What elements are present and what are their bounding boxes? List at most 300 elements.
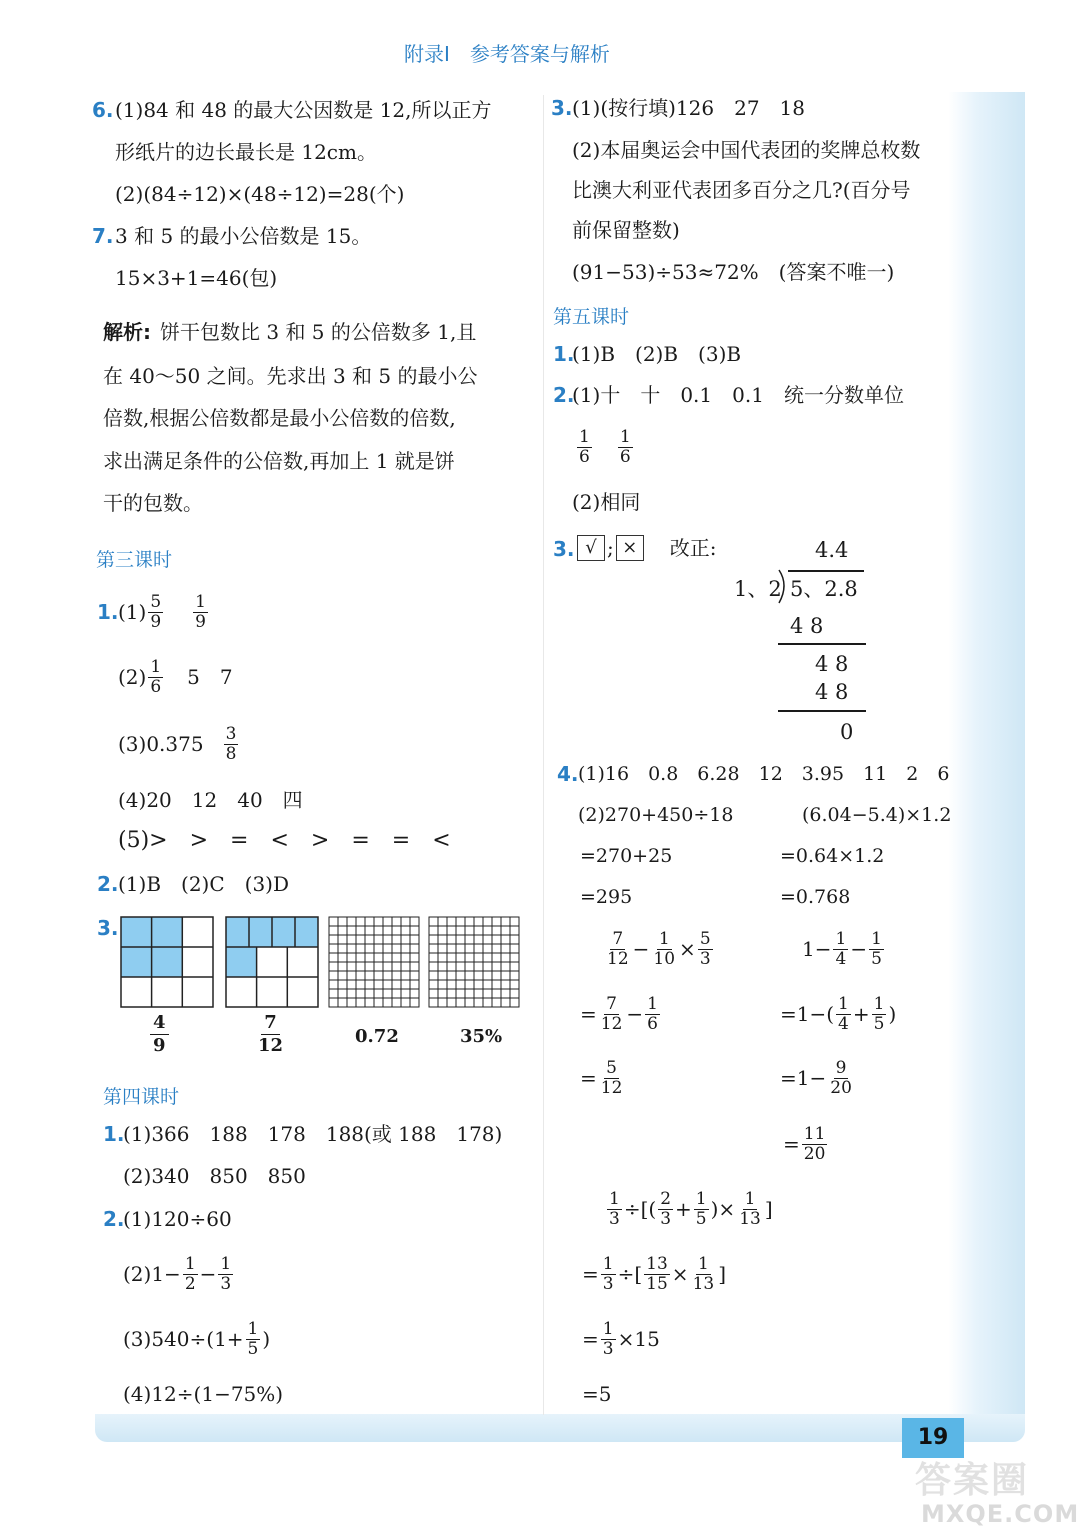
question-number: 3. — [553, 537, 575, 561]
grid-cell — [483, 935, 492, 944]
fraction — [836, 995, 851, 1034]
fraction — [148, 593, 163, 632]
grid-cell — [474, 962, 483, 971]
grid-cell — [356, 935, 365, 944]
analysis-line2: 在 40～50 之间。先求出 3 和 5 的最小公 — [103, 364, 478, 388]
fraction — [658, 1190, 673, 1229]
q7-line1: 3 和 5 的最小公倍数是 15。 — [115, 224, 372, 248]
operator: ÷[( — [623, 1197, 657, 1221]
grid-cell — [501, 989, 510, 998]
l5q4-b2: =0.64×1.2 — [780, 845, 885, 867]
grid-cell — [456, 962, 465, 971]
expr-text: = — [783, 1132, 800, 1156]
rq3-line2: (2)本届奥运会中国代表团的奖牌总枚数 — [572, 138, 921, 162]
division-bar — [788, 570, 864, 572]
question-number: 1. — [97, 600, 119, 624]
grid-cell — [410, 971, 419, 980]
grid-cell — [374, 962, 383, 971]
numerator: 1 — [873, 993, 885, 1014]
operator: ] — [718, 1262, 727, 1286]
grid-cell — [347, 980, 356, 989]
question-number: 6. — [92, 98, 114, 122]
fraction — [833, 930, 848, 969]
grid-cell — [356, 917, 365, 926]
fraction — [618, 428, 633, 467]
division-dividend: 5、2.8 — [790, 577, 858, 601]
grid-cell — [392, 953, 401, 962]
numerator: 1 — [871, 928, 882, 949]
grid-cell — [392, 989, 401, 998]
denominator: 5 — [871, 948, 882, 969]
grid-cell — [429, 917, 438, 926]
l5q4-d-line1 — [802, 925, 886, 973]
denominator: 12 — [258, 1035, 284, 1056]
watermark-text: 答案圈 — [915, 1460, 1030, 1501]
grid-cell — [438, 989, 447, 998]
numerator: 11 — [803, 1123, 826, 1144]
grid-figure-1 — [120, 916, 214, 1008]
denominator: 9 — [150, 611, 162, 632]
grid-cell — [401, 935, 410, 944]
denominator: 12 — [607, 948, 629, 969]
grid-cell — [383, 935, 392, 944]
grid-cell — [456, 926, 465, 935]
denominator: 13 — [739, 1208, 761, 1229]
grid-cell — [383, 980, 392, 989]
grid-label-1 — [150, 1012, 169, 1057]
grid-cell — [438, 998, 447, 1007]
grid-cell — [438, 962, 447, 971]
analysis-line4: 求出满足条件的公倍数,再加上 1 就是饼 — [103, 449, 455, 473]
grid-cell — [329, 917, 338, 926]
grid-cell — [465, 917, 474, 926]
numerator: 13 — [646, 1253, 668, 1274]
grid-cell — [338, 998, 347, 1007]
grid-cell — [347, 989, 356, 998]
grid-cell — [356, 980, 365, 989]
grid-cell — [365, 926, 374, 935]
grid-cell — [365, 962, 374, 971]
grid-cell — [501, 953, 510, 962]
grid-cell — [347, 944, 356, 953]
grid-cell — [338, 953, 347, 962]
l5q4-a1: (2)270+450÷18 — [578, 804, 734, 826]
fraction — [872, 995, 887, 1034]
denominator: 9 — [153, 1035, 166, 1056]
grid-cell — [329, 944, 338, 953]
grid-cell — [483, 971, 492, 980]
grid-cell — [483, 944, 492, 953]
grid-cell — [429, 935, 438, 944]
grid-cell — [429, 962, 438, 971]
denominator: 3 — [660, 1208, 672, 1229]
l4q1-line2: (2)340 850 850 — [123, 1164, 306, 1188]
grid-cell — [356, 962, 365, 971]
operator: = — [580, 1002, 597, 1026]
operator: − — [632, 937, 650, 961]
question-number: 2. — [553, 383, 575, 407]
grid-cell — [401, 926, 410, 935]
grid-cell — [429, 989, 438, 998]
grid-cell — [365, 998, 374, 1007]
grid-cell — [474, 980, 483, 989]
bottom-band — [95, 1414, 1025, 1442]
numerator: 1 — [658, 928, 670, 949]
grid-cell — [465, 944, 474, 953]
operator: = — [580, 1066, 597, 1090]
grid-cell — [510, 926, 519, 935]
grid-cell — [492, 953, 501, 962]
rq3-line1: (1)(按行填)126 27 18 — [572, 96, 806, 120]
grid-cell — [347, 935, 356, 944]
grid-cell — [347, 998, 356, 1007]
grid-cell — [338, 971, 347, 980]
part-label: (1) — [118, 600, 147, 624]
denominator: 5 — [247, 1338, 259, 1359]
numerator: 1 — [619, 426, 631, 447]
fraction — [607, 1190, 622, 1229]
grid-cell — [338, 962, 347, 971]
cross-box: × — [616, 535, 644, 561]
grid-cell — [438, 926, 447, 935]
fraction — [183, 1255, 198, 1294]
fraction — [737, 1190, 763, 1229]
grid-cell — [474, 926, 483, 935]
operator: )× — [710, 1197, 736, 1221]
division-remainder: 0 — [840, 720, 854, 744]
grid-cell — [510, 998, 519, 1007]
watermark-url: MXQE.COM — [921, 1500, 1080, 1528]
grid-cell — [492, 935, 501, 944]
l4q2-line1: (1)120÷60 — [123, 1207, 232, 1231]
grid-cell — [410, 989, 419, 998]
numerator: 1 — [609, 1188, 620, 1209]
grid-figure-3 — [328, 916, 422, 1008]
denominator: 6 — [150, 676, 162, 697]
grid-cell — [392, 980, 401, 989]
l5q4-d-line2 — [780, 990, 896, 1038]
denominator: 3 — [602, 1273, 614, 1294]
grid-cell — [510, 944, 519, 953]
l5q4-e-line4: =5 — [582, 1382, 612, 1406]
numerator: 7 — [612, 928, 624, 949]
grid-cell — [465, 953, 474, 962]
grid-cell — [483, 989, 492, 998]
part-label: (2) — [118, 665, 147, 689]
grid-cell — [356, 971, 365, 980]
grid-cell — [501, 926, 510, 935]
l3q1-part3 — [118, 720, 240, 768]
l4q2-line3 — [123, 1315, 270, 1363]
l5q4-c-line2 — [580, 990, 662, 1038]
grid-cell — [438, 980, 447, 989]
operator: + — [675, 1197, 692, 1221]
l5q2-fractions — [575, 423, 635, 471]
question-number: 2. — [103, 1207, 125, 1231]
grid-cell — [483, 998, 492, 1007]
denominator: 3 — [609, 1208, 620, 1229]
grid-cell — [447, 926, 456, 935]
numerator: 1 — [184, 1253, 196, 1274]
fraction — [193, 593, 208, 632]
grid-cell — [383, 962, 392, 971]
denominator: 3 — [699, 948, 711, 969]
grid-cell — [447, 935, 456, 944]
operator: − — [626, 1002, 644, 1026]
grid-cell — [492, 917, 501, 926]
l4q2-line2 — [123, 1250, 235, 1298]
operator: ÷[ — [617, 1262, 643, 1286]
grid-cell — [383, 953, 392, 962]
numerator: 2 — [660, 1188, 672, 1209]
grid-cell — [456, 989, 465, 998]
grid-cell — [510, 989, 519, 998]
grid-cell — [410, 944, 419, 953]
denominator: 4 — [835, 948, 847, 969]
question-number: 2. — [97, 872, 119, 896]
l3q1-part4: (4)20 12 40 四 — [118, 788, 303, 812]
expr-text: (2)1− — [123, 1262, 181, 1286]
operator: × — [679, 937, 696, 961]
fraction — [601, 1320, 616, 1359]
grid-cell — [329, 962, 338, 971]
grid-cell — [429, 953, 438, 962]
grid-cell — [474, 971, 483, 980]
grid-cell — [429, 944, 438, 953]
expr-text: =1−( — [780, 1002, 835, 1026]
grid-cell — [383, 926, 392, 935]
grid-cell — [410, 998, 419, 1007]
l5q4-b3: =0.768 — [780, 886, 851, 908]
grid-cell — [365, 944, 374, 953]
q6-line3: (2)(84÷12)×(48÷12)=28(个) — [115, 182, 405, 206]
grid-cell — [347, 917, 356, 926]
grid-cell — [365, 935, 374, 944]
rq3-line5: (91−53)÷53≈72% (答案不唯一) — [572, 260, 895, 284]
grid-cell — [456, 944, 465, 953]
analysis-line5: 干的包数。 — [103, 491, 203, 515]
grid-cell — [492, 980, 501, 989]
operator: = — [582, 1327, 599, 1351]
denominator: 6 — [579, 446, 590, 467]
grid-cell — [492, 989, 501, 998]
grid-cell — [510, 971, 519, 980]
grid-cell — [465, 971, 474, 980]
fraction — [605, 930, 631, 969]
grid-cell — [501, 917, 510, 926]
grid-cell — [456, 980, 465, 989]
separator: ; — [607, 536, 614, 560]
denominator: 5 — [695, 1208, 707, 1229]
grid-cell — [392, 971, 401, 980]
denominator: 8 — [225, 743, 237, 764]
grid-cell — [510, 953, 519, 962]
fraction — [218, 1255, 233, 1294]
expr-text: ) — [262, 1327, 271, 1351]
l5q4-c-line1 — [603, 925, 715, 973]
grid-cell — [429, 980, 438, 989]
grid-cell — [356, 953, 365, 962]
grid-cell — [365, 917, 374, 926]
operator: ×15 — [617, 1327, 660, 1351]
numerator: 3 — [225, 723, 237, 744]
rq3-line4: 前保留整数) — [572, 218, 680, 242]
grid-cell — [329, 953, 338, 962]
grid-cell — [483, 926, 492, 935]
denominator: 4 — [838, 1013, 849, 1034]
grid-cell — [492, 944, 501, 953]
grid-cell — [338, 980, 347, 989]
division-step1: 4 8 — [790, 614, 824, 638]
numerator: 5 — [699, 928, 711, 949]
question-number: 1. — [103, 1122, 125, 1146]
grid-cell — [510, 917, 519, 926]
analysis-line1: 饼干包数比 3 和 5 的公倍数多 1,且 — [160, 320, 477, 344]
grid-cell — [374, 971, 383, 980]
l5q4-a3: =295 — [580, 886, 633, 908]
page-number: 19 — [902, 1418, 964, 1458]
grid-cell — [329, 935, 338, 944]
grid-cell — [374, 980, 383, 989]
grid-cell — [465, 998, 474, 1007]
numerator: 1 — [602, 1318, 614, 1339]
grid-cell — [329, 980, 338, 989]
numerator: 7 — [606, 993, 617, 1014]
numerator: 1 — [247, 1318, 259, 1339]
grid-cell — [474, 935, 483, 944]
l5q3-judgement — [577, 535, 717, 561]
grid-cell — [383, 989, 392, 998]
analysis-label: 解析: — [103, 320, 151, 344]
l5q2-line1: (1)十 十 0.1 0.1 统一分数单位 — [572, 383, 904, 407]
denominator: 9 — [195, 611, 206, 632]
grid-cell — [510, 962, 519, 971]
grid-cell — [347, 926, 356, 935]
grid-cell — [401, 944, 410, 953]
l5q4-e-line1 — [605, 1185, 773, 1233]
shaded-area — [226, 947, 257, 977]
grid-cell — [329, 926, 338, 935]
grid-cell — [338, 989, 347, 998]
grid-cell — [392, 917, 401, 926]
grid-cell — [501, 971, 510, 980]
grid-cell — [374, 953, 383, 962]
grid-cell — [383, 998, 392, 1007]
fraction — [599, 1059, 625, 1098]
page-header: 附录Ⅰ 参考答案与解析 — [404, 42, 610, 66]
grid-cell — [401, 989, 410, 998]
expr-text: =1− — [780, 1066, 827, 1090]
grid-cell — [474, 989, 483, 998]
grid-cell — [329, 971, 338, 980]
grid-cell — [438, 935, 447, 944]
l5q1-answer: (1)B (2)B (3)B — [572, 342, 742, 366]
grid-cell — [447, 998, 456, 1007]
grid-cell — [465, 980, 474, 989]
grid-cell — [465, 926, 474, 935]
numerator: 4 — [150, 1012, 169, 1035]
grid-cell — [483, 980, 492, 989]
grid-cell — [447, 980, 456, 989]
fraction — [651, 930, 677, 969]
numerator: 1 — [695, 1188, 707, 1209]
grid-cell — [501, 962, 510, 971]
grid-cell — [510, 935, 519, 944]
division-step3: 4 8 — [815, 680, 849, 704]
grid-cell — [410, 926, 419, 935]
grid-cell — [356, 926, 365, 935]
numerator: 1 — [835, 928, 847, 949]
grid-label-4: 35% — [460, 1026, 503, 1047]
grid-cell — [401, 962, 410, 971]
grid-cell — [438, 971, 447, 980]
grid-cell — [392, 935, 401, 944]
denominator: 20 — [803, 1143, 826, 1164]
grid-cell — [492, 926, 501, 935]
l5q4-a2: =270+25 — [580, 845, 673, 867]
numerator: 5 — [150, 591, 162, 612]
q7-line2: 15×3+1=46(包) — [115, 266, 278, 290]
q6-line1: (1)84 和 48 的最大公因数是 12,所以正方 — [115, 98, 492, 122]
fraction — [698, 930, 713, 969]
grid-cell — [356, 989, 365, 998]
expr-text: ) — [888, 1002, 897, 1026]
rq3-line3: 比澳大利亚代表团多百分之几?(百分号 — [572, 178, 911, 202]
question-number: 1. — [553, 342, 575, 366]
l5q4-b1: (6.04−5.4)×1.2 — [802, 804, 952, 826]
numerator: 1 — [838, 993, 849, 1014]
grid-cell — [338, 917, 347, 926]
grid-cell — [410, 953, 419, 962]
question-number: 3. — [551, 96, 573, 120]
grid-cell — [347, 953, 356, 962]
l4q2-line4: (4)12÷(1−75%) — [123, 1382, 284, 1406]
fraction — [802, 1125, 828, 1164]
grid-cell — [456, 917, 465, 926]
l5q4-d-line4 — [783, 1120, 829, 1168]
grid-cell — [456, 935, 465, 944]
operator: + — [852, 1002, 870, 1026]
grid-cell — [447, 989, 456, 998]
grid-cell — [392, 926, 401, 935]
numerator: 5 — [606, 1057, 617, 1078]
fraction — [869, 930, 884, 969]
question-number: 3. — [97, 916, 119, 940]
l5q4-c-line3 — [580, 1054, 626, 1102]
grid-cell — [483, 962, 492, 971]
division-quotient: 4.4 — [815, 538, 849, 562]
grid-cell — [447, 944, 456, 953]
grid-cell — [410, 935, 419, 944]
grid-cell — [374, 944, 383, 953]
fraction — [599, 995, 625, 1034]
grid-cell — [365, 989, 374, 998]
grid-cell — [401, 998, 410, 1007]
grid-cell — [392, 998, 401, 1007]
l3q1-part5: (5)> > = < > = = < — [118, 828, 451, 853]
grid-cell — [438, 944, 447, 953]
fraction — [644, 1255, 670, 1294]
grid-cell — [356, 998, 365, 1007]
grid-cell — [456, 953, 465, 962]
grid-cell — [410, 962, 419, 971]
grid-label-2 — [258, 1012, 283, 1057]
grid-cell — [356, 944, 365, 953]
grid-cell — [501, 998, 510, 1007]
fraction — [601, 1255, 616, 1294]
division-divisor: 1、2 — [734, 577, 782, 601]
grid-figure-4 — [428, 916, 522, 1008]
